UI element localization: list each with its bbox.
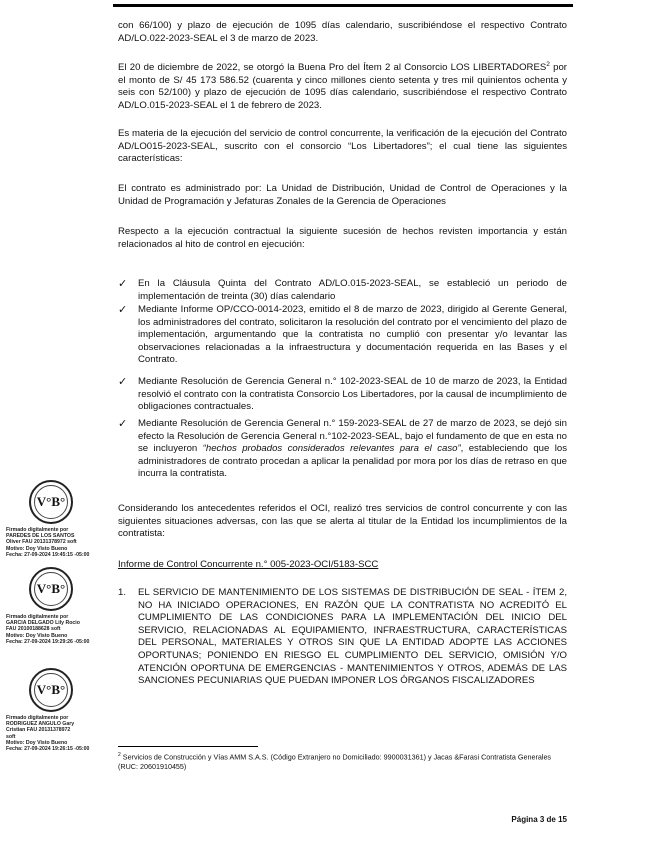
signature-line: GARCIA DELGADO Lily Rocio [6,620,80,627]
signature-block [6,614,106,645]
signature-line: Motivo: Doy Visto Bueno [6,739,68,746]
paragraph-materia: Es materia de la ejecución del servicio de control concurrente, la verificación de la ejecución del Contrato AD/LO015-2023-SEAL, suscrito con el consorcio “Los Libertadores”; el cual tiene las siguientes características: [118,128,567,165]
header-rule [113,4,573,7]
signature-line: Motivo: Doy Visto Bueno [6,632,68,639]
bullet-item [118,376,567,414]
paragraph-considerando: Considerando los antecedentes referidos el OCI, realizó tres servicios de control concurrente y con las siguientes situaciones adversas, con las que se alerta al titular de la Entidad los incumplimientos de la contratista: [118,503,567,540]
signature-line: Fecha: 27-09-2024 19:26:15 -05:00 [6,746,90,753]
signature-line: Fecha: 27-09-2024 19:45:15 -05:00 [6,551,90,558]
paragraph-buena-pro-text: El 20 de diciembre de 2022, se otorgó la Buena Pro del Ítem 2 al Consorcio LOS LIBERTADORES [118,62,547,74]
footnote-rule [118,746,258,747]
footnote-ref[interactable]: 2 [546,61,550,68]
bullet-item [118,304,567,367]
bullet-text-part-2: , estableciendo que los administradores de contrato procedan a aplicar la penalidad por mora por los días de retraso en que incurra la contratista. [138,443,567,480]
bullet-item [118,278,567,303]
signature-line: Firmado digitalmente por [6,527,69,533]
footnote-text: Servicios de Construcción y Vías AMM S.A.S. (Código Extranjero no Domiciliado: 9900031361) y Jacas &Farasi Contratista Generales (RUC: 20601910455) [118,752,552,772]
paragraph-contract-022: con 66/100) y plazo de ejecución de 1095 días calendario, suscribiéndose el respectivo Contrato AD/LO.022-2023-SEAL el 3 de marzo de 2023. [118,20,567,44]
item-number: 1. [118,587,127,598]
seal-icon [29,480,73,524]
paragraph-administrado: El contrato es administrado por: La Unidad de Distribución, Unidad de Control de Operaciones y la Unidad de Programación y Jefaturas Zonales de la Gerencia de Operaciones [118,183,567,207]
signature-line: RODRIGUEZ ANGULO Gary [6,721,75,728]
signature-line: Motivo: Doy Visto Bueno [6,545,68,552]
signature-line: Firmado digitalmente por [6,614,69,620]
paragraph-respecto: Respecto a la ejecución contractual la siguiente sucesión de hechos revisten importancia y están relacionados al hito de control en ejecución: [118,226,567,250]
signature-block [6,527,106,558]
checkmark-icon: ✓ [118,278,128,290]
bullet-text-part: Mediante Resolución de Gerencia General n.° 159-2023-SEAL de 27 de marzo de 2023, se dejó sin efecto la Resolución de Gerencia General n.°102-2023-SEAL, bajo el fundamento de que en esta no se incluyeron [138,418,567,455]
signature-stamp [6,567,106,645]
item-text: EL SERVICIO DE MANTENIMIENTO DE LOS SISTEMAS DE DISTRIBUCIÓN DE SEAL - ÍTEM 2, NO HA INICIADO OPERACIONES, EN RAZÓN QUE LA CONTRATISTA NO ACREDITÓ EL CUMPLIMIENTO DE LAS CONDICIONES PARA LA IMPLEMENTACIÓN DEL INICIO DEL SERVICIO, RELACIONADAS AL EQUIPAMIENTO, INFRAESTRUCTURA, CARACTERÍSTICAS DEL PERSONAL, MATERIALES Y OTROS SIN QUE LA ENTIDAD ADOPTE LAS ACCIONES OPORTUNAS; PONIENDO EN RIESGO EL CUMPLIMIENTO DEL SERVICIO, OMISIÓN Y/O ATENCIÓN OPORTUNA DE EMERGENCIAS - MANTENIMIENTOS Y OTROS, ADEMÁS DE LAS SANCIONES PECUNIARIAS QUE PUEDAN IMPONER LOS ÓRGANOS FISCALIZADORES [138,587,567,687]
signature-line: Fecha: 27-09-2024 19:29:26 -05:00 [6,638,90,645]
subheading-informe: Informe de Control Concurrente n.° 005-2023-OCI/5183-SCC [118,559,379,570]
seal-text: V°B° [36,581,66,596]
signature-line: soft [6,733,16,740]
bullet-text-quote: “hechos probados considerados relevantes para el caso” [202,443,461,455]
bullet-text: Mediante Resolución de Gerencia General n.° 102-2023-SEAL de 10 de marzo de 2023, la Entidad resolvió el contrato con la contratista Consorcio Los Libertadores, por la causal de incumplimiento de obligaciones contractuales. [138,376,567,413]
bullet-text [138,418,567,481]
seal-text: V°B° [36,682,66,697]
checkmark-icon: ✓ [118,418,128,430]
checkmark-icon: ✓ [118,304,128,316]
footnote [118,750,567,772]
bullet-text: Mediante Informe OP/CCO-0014-2023, emitido el 8 de marzo de 2023, dirigido al Gerente General, los administradores del contrato, solicitaron la resolución del contrato por el vencimiento del plazo de implementación, argumentando que la contratista no cumplió con presentar y/o levantar las observaciones relacionadas a la infraestructura y documentación requerida en las Bases y el Contrato. [138,304,567,366]
bullet-item [118,418,567,481]
signature-line: PAREDES DE LOS SANTOS [6,533,75,540]
seal-icon [29,567,73,611]
signature-line: Oliver FAU 20131378972 soft [6,539,77,546]
signature-stamp [6,668,106,752]
numbered-item [118,587,567,688]
signature-stamp [6,480,106,558]
paragraph-buena-pro-text-2: por el monto de S/ 45 173 586.52 (cuarenta y cinco millones ciento setenta y tres mil quinientos ochenta y seis con 52/100) y plazo de ejecución de 1095 días calendario, suscribiéndose el respectivo Contrato AD/LO.015-2023-SEAL el 1 de febrero de 2023. [118,62,567,111]
signature-line: Firmado digitalmente por [6,715,69,721]
signature-block [6,715,106,752]
footnote-marker: 2 [118,752,121,758]
bullet-text: En la Cláusula Quinta del Contrato AD/LO.015-2023-SEAL, se estableció un periodo de implementación de treinta (30) días calendario [138,278,567,302]
page-number: Página 3 de 15 [511,815,567,824]
seal-icon [29,668,73,712]
seal-text: V°B° [36,494,66,509]
checkmark-icon: ✓ [118,376,128,388]
signature-line: Cristian FAU 20131378972 [6,727,71,734]
signature-line: FAU 20100188628 soft [6,626,61,633]
paragraph-buena-pro [118,59,567,113]
